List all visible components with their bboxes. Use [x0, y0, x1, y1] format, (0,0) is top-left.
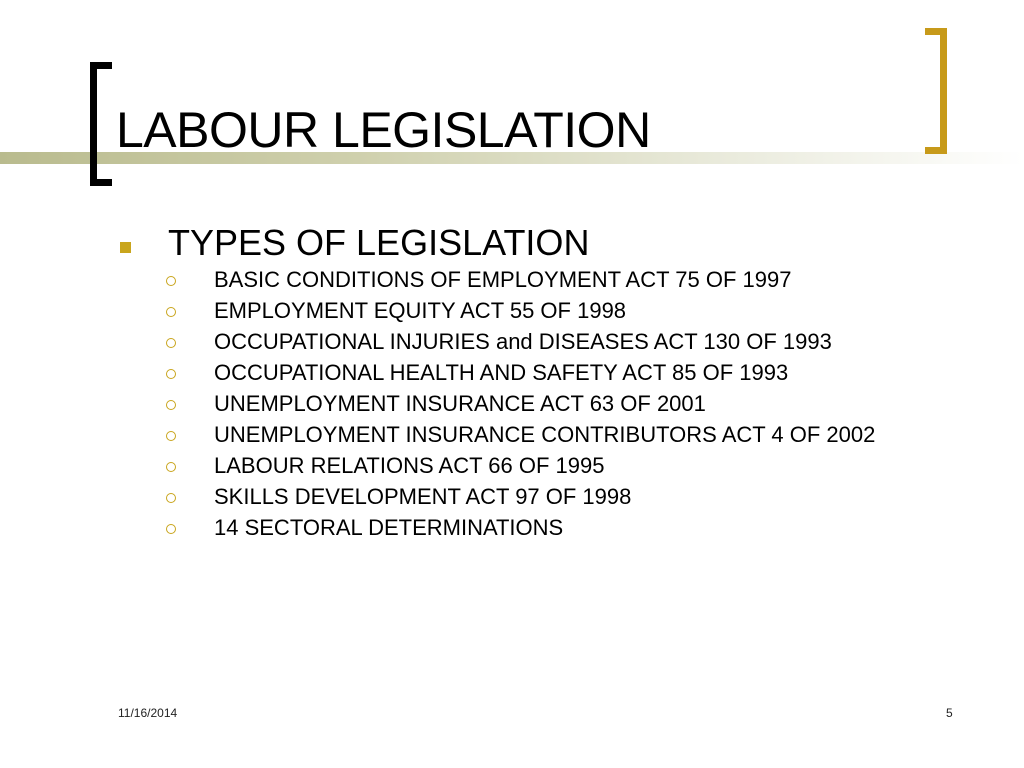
- ring-bullet-icon: [166, 307, 176, 317]
- list-item: [166, 329, 966, 355]
- list-item-text: UNEMPLOYMENT INSURANCE CONTRIBUTORS ACT 4 OF 2002: [214, 422, 876, 447]
- ring-bullet-icon: [166, 524, 176, 534]
- section-heading: TYPES OF LEGISLATION: [168, 222, 590, 263]
- square-bullet-icon: [120, 242, 131, 253]
- list-item: [166, 298, 966, 324]
- list-item: [166, 267, 966, 293]
- footer-date: 11/16/2014: [118, 706, 178, 720]
- list-item-text: 14 SECTORAL DETERMINATIONS: [214, 515, 564, 540]
- right-bracket-decoration: [925, 28, 947, 154]
- list-item-text: BASIC CONDITIONS OF EMPLOYMENT ACT 75 OF 1997: [214, 267, 792, 292]
- left-bracket-decoration: [90, 62, 112, 186]
- list-item: [166, 515, 966, 541]
- ring-bullet-icon: [166, 493, 176, 503]
- slide-number: 5: [946, 706, 953, 720]
- ring-bullet-icon: [166, 369, 176, 379]
- list-item: [166, 391, 966, 417]
- list-item: [166, 422, 966, 448]
- list-item-text: LABOUR RELATIONS ACT 66 OF 1995: [214, 453, 605, 478]
- list-item-text: OCCUPATIONAL HEALTH AND SAFETY ACT 85 OF 1993: [214, 360, 789, 385]
- legislation-list: [166, 267, 966, 546]
- slide-title: LABOUR LEGISLATION: [116, 102, 651, 158]
- ring-bullet-icon: [166, 276, 176, 286]
- list-item-text: SKILLS DEVELOPMENT ACT 97 OF 1998: [214, 484, 632, 509]
- ring-bullet-icon: [166, 431, 176, 441]
- ring-bullet-icon: [166, 462, 176, 472]
- list-item: [166, 453, 966, 479]
- list-item-text: UNEMPLOYMENT INSURANCE ACT 63 OF 2001: [214, 391, 706, 416]
- level1-bullet-item: [120, 222, 589, 264]
- list-item-text: EMPLOYMENT EQUITY ACT 55 OF 1998: [214, 298, 627, 323]
- list-item-text: OCCUPATIONAL INJURIES and DISEASES ACT 130 OF 1993: [214, 329, 832, 354]
- list-item: [166, 484, 966, 510]
- ring-bullet-icon: [166, 400, 176, 410]
- ring-bullet-icon: [166, 338, 176, 348]
- list-item: [166, 360, 966, 386]
